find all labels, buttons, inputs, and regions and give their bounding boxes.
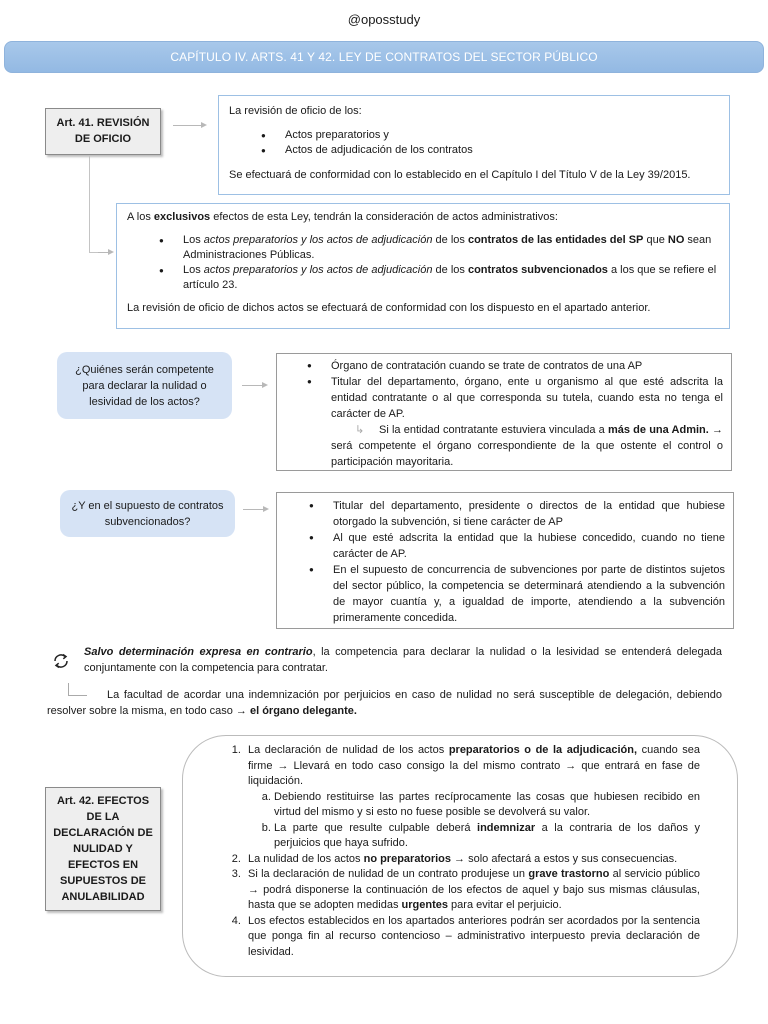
art41-label-line: DE OFICIO [74,133,132,145]
list-item: 2. La nulidad de los actos no preparatorios → solo afectará a estos y sus consecuencias. [244,852,700,868]
box-closing: La revisión de oficio de dichos actos se efectuará de conformidad con los dispuesto en el apartado anterior. [127,302,651,314]
list-item: 3. Si la declaración de nulidad de un contrato produjese un grave trastorno al servicio público → podrá disponerse la continuación de los efectos de aquel y bajo sus mismas cláusulas, hasta que se adopten medidas urgentes para evitar el perjuicio. [244,867,700,914]
list-item: ● Los actos preparatorios y los actos de adjudicación de los contratos subvencionados a los que se refiere el artículo 23. [183,263,719,293]
delegacion-paragraph: Salvo determinación expresa en contrario, la competencia para declarar la nulidad o la lesividad se entenderá delegada conjuntamente con la competencia para contratar. [84,646,723,674]
box-intro: La revisión de oficio de los: [229,105,362,117]
art42-label-line: DECLARACIÓN DE [53,827,153,839]
arrow-icon [98,252,112,253]
list-item: 1. La declaración de nulidad de los actos preparatorios o de la adjudicación, cuando sea firme → Llevará en todo caso consigo la del mismo contrato → que entrará en fase de liquidación. a. Debiendo restituirse las partes recíprocamente las cosas que hubiesen recibido en virtud del mismo y si esto no fuese posible se devolverá su valor. b. La parte que resulte culpable deberá indemnizar a la contraria de los daños y perjuicios que haya sufrido. [244,743,700,852]
indemnizacion-paragraph: La facultad de acordar una indemnización por perjuicios en caso de nulidad no será susceptible de delegación, debiendo resolver sobre la misma, en todo caso → el órgano delegante. [47,689,722,717]
list-item: ● Los actos preparatorios y los actos de adjudicación de los contratos de las entidades del SP que NO sean Administraciones Públicas. [183,233,719,263]
list-item: ● Actos preparatorios y [285,128,719,143]
art42-label-line: EFECTOS EN [67,859,139,871]
arrow-icon [243,509,267,510]
list-item: ● Titular del departamento, órgano, ente u organismo al que esté adscrita la entidad contratante o al que corresponda su tutela, cuando esta no tenga el carácter de AP. [331,374,723,422]
arrow-icon [173,125,205,126]
list-item: ● Titular del departamento, presidente o directos de la entidad que hubiese otorgado la subvención, si tiene carácter de AP [333,498,725,530]
arrow-icon [242,385,266,386]
art42-label-line: SUPUESTOS DE [60,875,146,887]
chapter-banner: CAPÍTULO IV. ARTS. 41 Y 42. LEY DE CONTRATOS DEL SECTOR PÚBLICO [4,41,764,73]
connector-line [89,156,110,253]
art42-content [222,743,700,960]
author-handle: @oposstudy [347,12,421,27]
list-item: ● Al que esté adscrita la entidad que la hubiese concedido, cuando no tiene carácter de AP. [333,530,725,562]
sub-point: ↳ Si la entidad contratante estuviera vinculada a más de una Admin. → será competente el órgano correspondiente de la que ostente el control o participación mayoritaria. [331,424,723,468]
list-item: ● Actos de adjudicación de los contratos [285,143,719,158]
art42-label-line: NULIDAD Y [73,843,133,855]
list-item: a. Debiendo restituirse las partes recíprocamente las cosas que hubiesen recibido en virtud del mismo y si esto no fuese posible se devolverá su valor. [274,790,700,821]
art42-label-line: Art. 42. EFECTOS [56,795,150,807]
list-item: b. La parte que resulte culpable deberá indemnizar a la contraria de los daños y perjuicios que haya sufrido. [274,821,700,852]
subvencionados-answer-box [276,492,734,629]
list-item: ● Órgano de contratación cuando se trate de contratos de una AP [331,358,723,374]
list-item: 4. Los efectos establecidos en los apartados anteriores podrán ser acordados por la sentencia que ponga fin al recurso contencioso – administrativo interpuesto previa declaración de lesividad. [244,914,700,961]
box-intro: A los exclusivos efectos de esta Ley, tendrán la consideración de actos administrativos: [127,211,558,223]
corner-arrow-icon: ↳ [355,424,365,436]
art41-box-exclusivos [116,203,730,329]
cycle-icon [52,652,70,670]
art42-label-line: ANULABILIDAD [61,891,145,903]
competente-answer-box [276,353,732,471]
art42-label [45,787,161,911]
list-item: ● En el supuesto de concurrencia de subvenciones por parte de distintos sujetos del sector público, la competencia se determinará atendiendo a la subvención de mayor cuantía y, a igualdad de importe, atendiendo a la subvención primeramente concedida. [333,562,725,626]
box-closing: Se efectuará de conformidad con lo establecido en el Capítulo I del Título V de la Ley 39/2015. [229,169,691,181]
art41-label-line: Art. 41. REVISIÓN [56,117,150,129]
art42-label-line: DE LA [86,811,120,823]
art41-box-oficio [218,95,730,195]
art41-label [45,108,161,155]
question-subvencionados: ¿Y en el supuesto de contratos subvencionados? [60,490,235,537]
question-competente: ¿Quiénes serán competente para declarar la nulidad o lesividad de los actos? [57,352,232,419]
